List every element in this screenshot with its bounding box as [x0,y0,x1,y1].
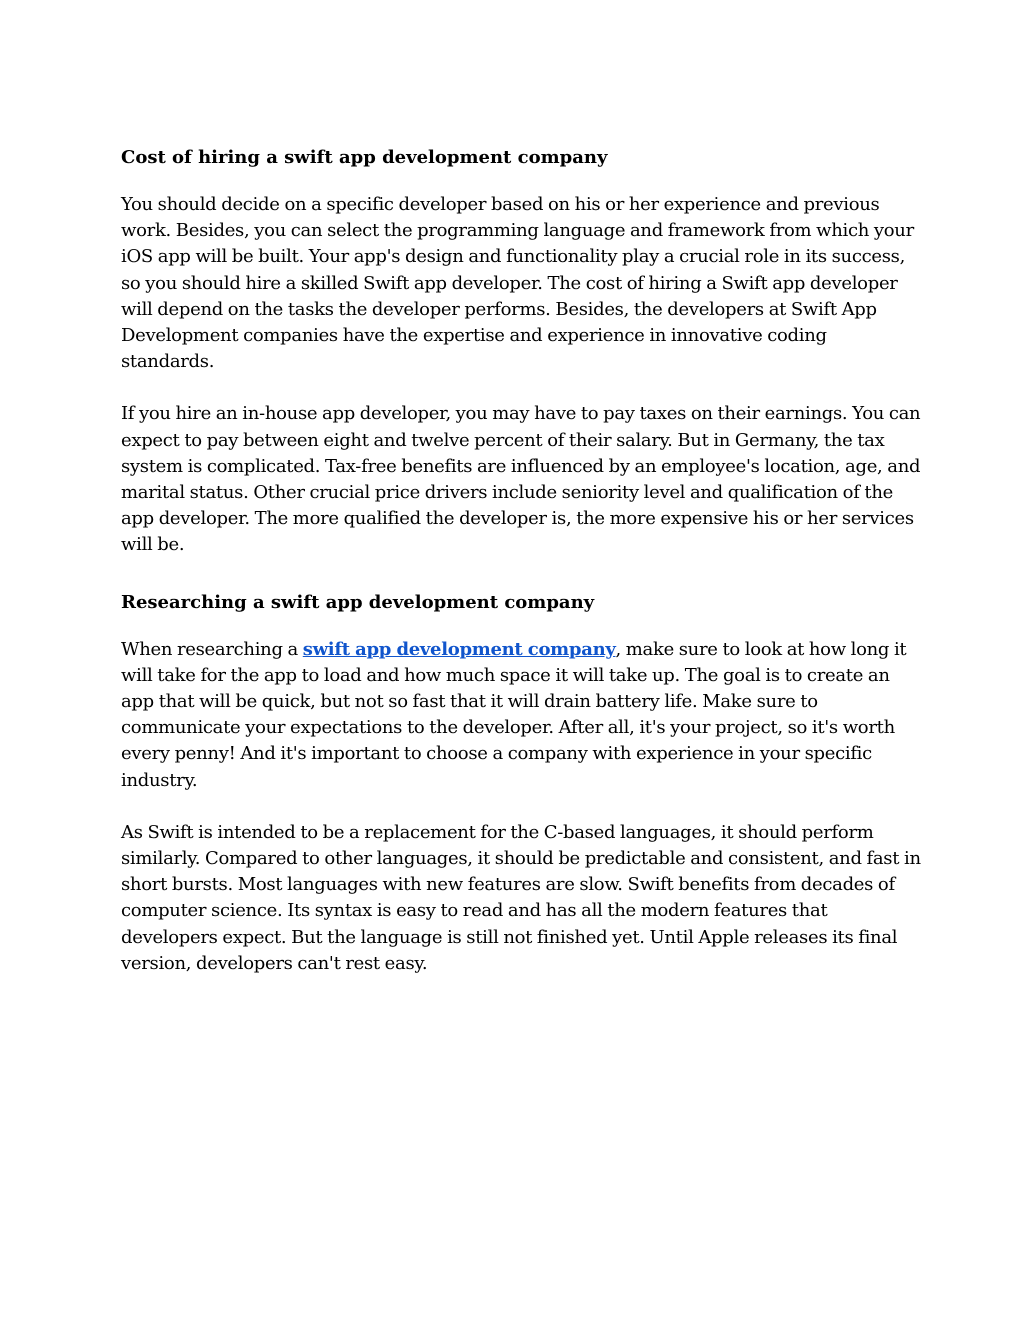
section-heading-cost: Cost of hiring a swift app development company [121,147,608,168]
paragraph-researching [121,637,921,794]
paragraph-researching-text-start: When researching a [121,638,303,660]
paragraph-in-house-taxes: If you hire an in-house app developer, you may have to pay taxes on their earnings. You can expect to pay between eight and twelve percent of their salary. But in Germany, the tax system is complicated. Tax-free benefits are influenced by an employee's location, age, and marital status. Other crucial price drivers include seniority level and qualification of the app developer. The more qualified the developer is, the more expensive his or her services will be. [121,403,921,556]
paragraph-researching-text-end: , make sure to look at how long it will take for the app to load and how much space it will take up. The goal is to create an app that will be quick, but not so fast that it will drain battery life. Make sure to communicate your expectations to the developer. After all, it's your project, so it's worth every penny! And it's important to choose a company with experience in your specific industry. [121,638,907,791]
document-page [121,140,921,1003]
paragraph-developer-choice: You should decide on a specific developer based on his or her experience and previous work. Besides, you can select the programming language and framework from which your iOS app will be built. Your app's design and functionality play a crucial role in its success, so you should hire a skilled Swift app developer. The cost of hiring a Swift app developer will depend on the tasks the developer performs. Besides, the developers at Swift App Development companies have the expertise and experience in innovative coding standards. [121,194,914,373]
paragraph-swift-performance: As Swift is intended to be a replacement for the C-based languages, it should perform similarly. Compared to other languages, it should be predictable and consistent, and fast in short bursts. Most languages with new features are slow. Swift benefits from decades of computer science. Its syntax is easy to read and has all the modern features that developers expect. But the language is still not finished yet. Until Apple releases its final version, developers can't rest easy. [121,821,921,974]
section-heading-researching: Researching a swift app development company [121,591,595,613]
swift-app-development-company-link[interactable]: swift app development company [302,638,616,660]
